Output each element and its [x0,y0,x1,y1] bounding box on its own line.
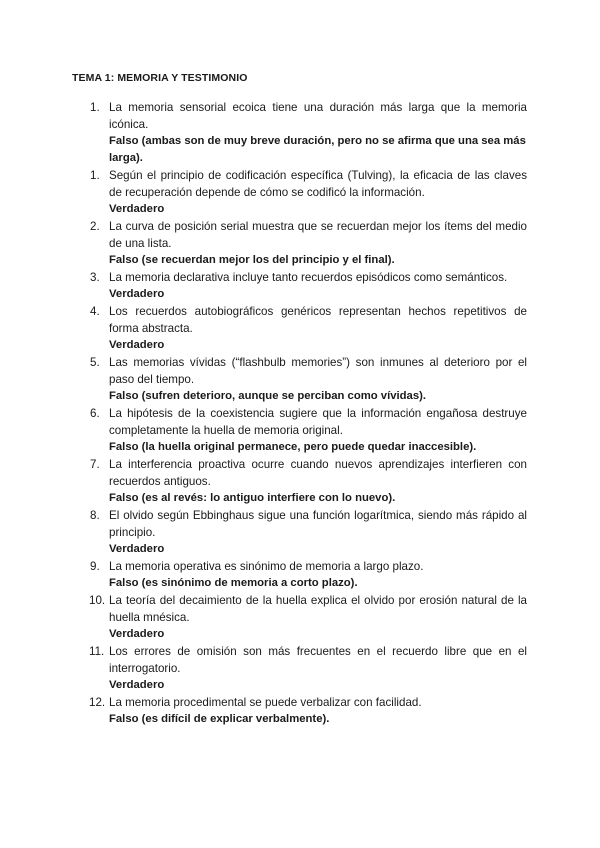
item-statement: La curva de posición serial muestra que se recuerdan mejor los ítems del medio de una lista. [109,219,527,250]
item-answer: Falso (ambas son de muy breve duración, pero no se afirma que una sea más larga). [109,135,526,164]
list-item [72,558,527,592]
list-item [72,167,527,218]
item-number: 5. [90,355,100,369]
item-answer: Verdadero [109,338,165,351]
item-number: 10. [89,593,106,607]
item-answer: Falso (la huella original permanece, pero puede quedar inaccesible). [109,440,477,453]
item-statement: La interferencia proactiva ocurre cuando nuevos aprendizajes interfieren con recuerdos antiguos. [109,457,527,488]
item-number: 9. [90,559,100,573]
item-statement: Según el principio de codificación específica (Tulving), la eficacia de las claves de recuperación depende de cómo se codificó la información. [109,168,527,199]
item-answer: Falso (es al revés: lo antiguo interfiere con lo nuevo). [109,491,396,504]
item-number: 1. [90,168,100,182]
item-number: 3. [90,270,100,284]
list-item [72,592,527,643]
item-answer: Verdadero [109,202,165,215]
item-statement: La memoria sensorial ecoica tiene una duración más larga que la memoria icónica. [109,101,527,131]
list-item [72,218,527,269]
item-statement: La memoria procedimental se puede verbalizar con facilidad. [109,695,422,709]
item-answer: Verdadero [109,678,165,691]
list-item [72,456,527,507]
item-answer: Verdadero [109,627,165,640]
item-answer: Falso (es difícil de explicar verbalmente). [109,712,330,725]
item-number: 1. [90,101,100,114]
item-number: 2. [90,219,100,233]
item-answer: Verdadero [109,542,165,555]
item-number: 11. [89,644,105,658]
item-statement: Los errores de omisión son más frecuentes en el recuerdo libre que en el interrogatorio. [109,644,527,675]
item-statement: La hipótesis de la coexistencia sugiere que la información engañosa destruye completamente la huella de memoria original. [109,406,527,437]
item-statement: El olvido según Ebbinghaus sigue una función logarítmica, siendo más rápido al principio. [109,508,527,539]
item-statement: Los recuerdos autobiográficos genéricos representan hechos repetitivos de forma abstracta. [109,304,527,335]
item-answer: Falso (es sinónimo de memoria a corto plazo). [109,576,358,589]
list-item [72,269,527,303]
item-answer: Falso (se recuerdan mejor los del principio y el final). [109,253,395,266]
item-statement: La memoria operativa es sinónimo de memoria a largo plazo. [109,559,424,573]
list-item [72,643,527,694]
list-item [72,99,527,166]
item-statement: La memoria declarativa incluye tanto recuerdos episódicos como semánticos. [109,270,508,284]
item-statement: Las memorias vívidas (“flashbulb memories”) son inmunes al deterioro por el paso del tiempo. [109,355,527,386]
list-item [72,354,527,405]
document-title: TEMA 1: MEMORIA Y TESTIMONIO [72,72,248,84]
item-number: 8. [90,508,100,522]
item-number: 12. [89,695,106,709]
item-number: 7. [90,457,100,471]
list-item [72,694,527,728]
question-list [72,99,527,728]
list-item [72,303,527,354]
item-answer: Verdadero [109,287,165,300]
item-statement: La teoría del decaimiento de la huella explica el olvido por erosión natural de la huella mnésica. [109,593,527,624]
list-item [72,507,527,558]
item-number: 4. [90,304,100,318]
list-item [72,405,527,456]
item-answer: Falso (sufren deterioro, aunque se perciban como vívidas). [109,389,427,402]
item-number: 6. [90,406,100,420]
